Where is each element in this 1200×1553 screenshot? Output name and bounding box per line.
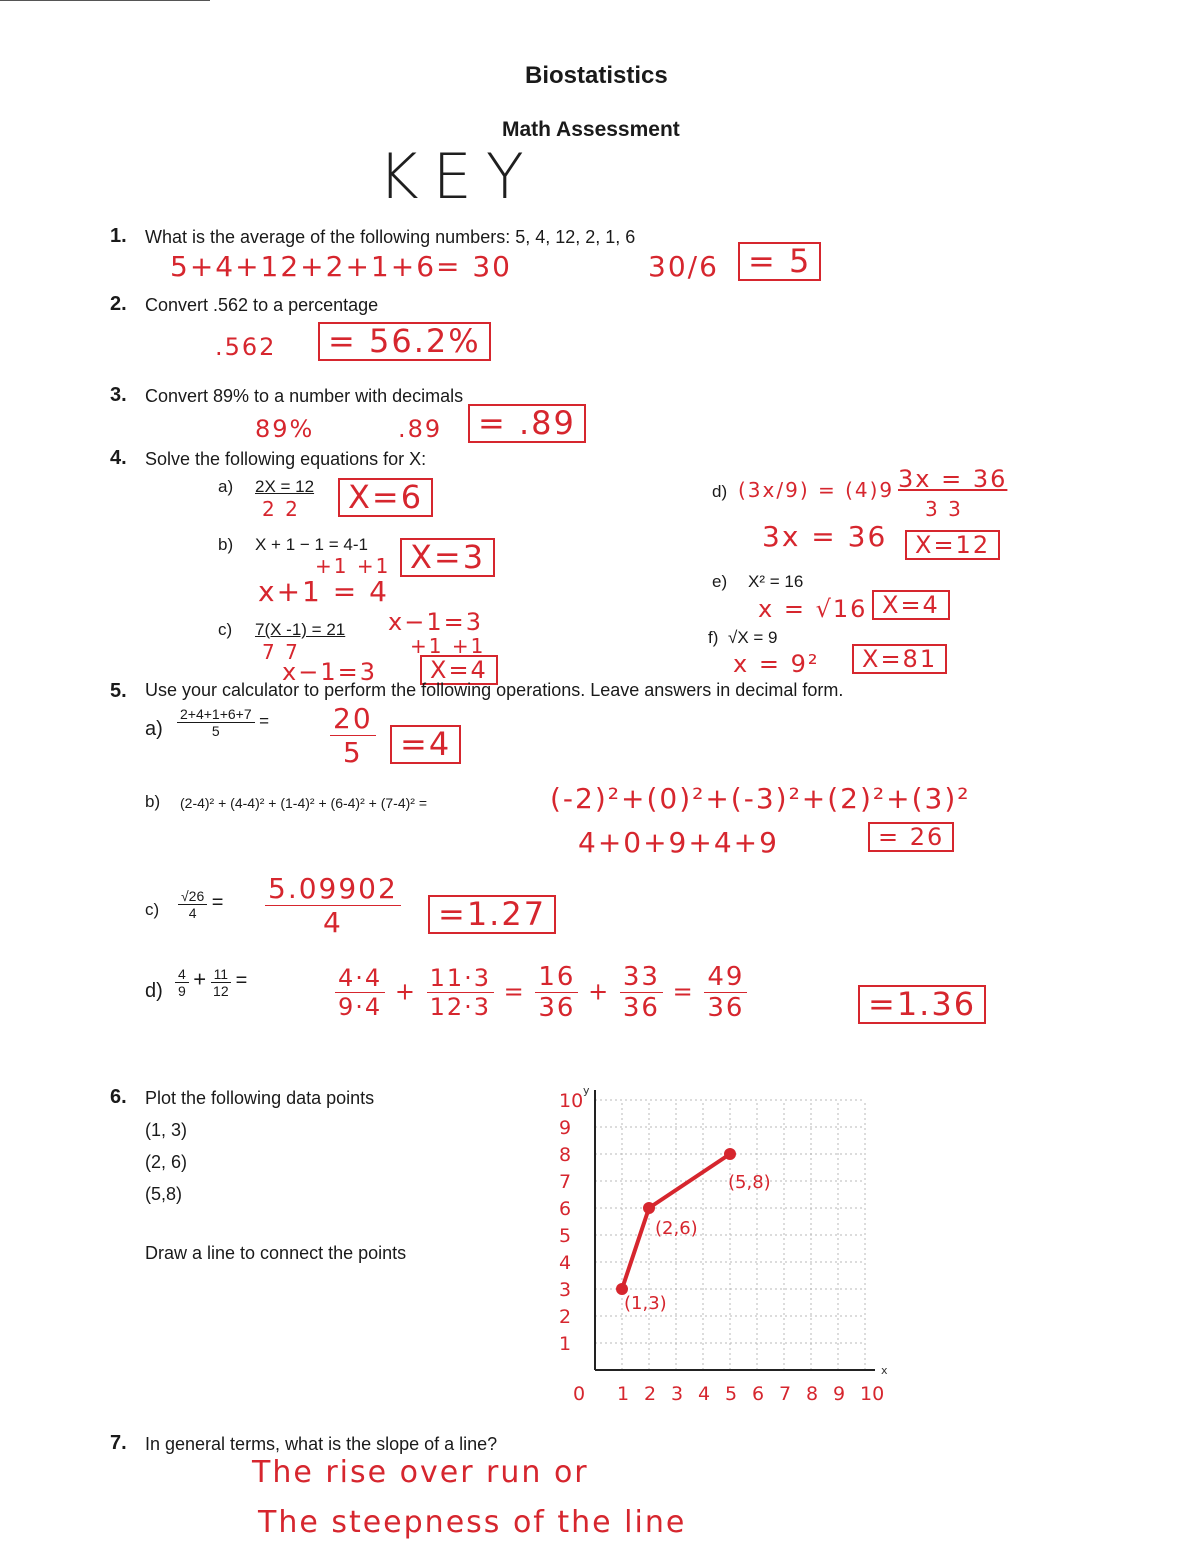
q4e-work: x = √16: [758, 595, 868, 623]
q3-number: 3.: [110, 384, 127, 406]
x-tick-label: 2: [644, 1383, 657, 1405]
q5c-denominator: 4: [188, 905, 197, 921]
q4f-label: f): [708, 628, 719, 647]
q4a-label: a): [218, 477, 234, 496]
q5d-w1n: 4·4: [335, 964, 385, 993]
x-tick-label: 4: [698, 1383, 711, 1405]
q5c-work: [265, 872, 401, 939]
q5d-w4n: 33: [620, 962, 663, 993]
y-tick-label: 8: [559, 1144, 572, 1166]
q2-answer: = 56.2%: [318, 322, 491, 361]
q7-answer-1: The rise over run or: [252, 1455, 589, 1490]
x-tick-label: 10: [860, 1383, 885, 1405]
page-subtitle: Math Assessment: [502, 118, 680, 141]
q4a-equation: 2X = 12: [255, 477, 315, 496]
q4f-answer: X=81: [852, 644, 947, 674]
data-point-label: (1,3): [624, 1293, 667, 1314]
q4d-work2: 3x = 36: [898, 465, 1008, 493]
q4c-work2: x−1=3: [388, 608, 483, 636]
q6-point-1: (1, 3): [145, 1120, 188, 1140]
y-tick-label: 9: [559, 1117, 572, 1139]
q1-answer: = 5: [738, 242, 821, 281]
q5a-work-num: 20: [330, 702, 376, 736]
q5a-fraction: [177, 706, 269, 739]
y-axis-label: y: [583, 1084, 590, 1097]
q5d-w3n: 16: [535, 962, 578, 993]
q5d-plus: +: [193, 966, 207, 992]
q6-instruction: Draw a line to connect the points: [145, 1243, 407, 1263]
q4a-work: 2 2: [262, 497, 300, 521]
data-point: [724, 1148, 736, 1160]
q2-text: Convert .562 to a percentage: [145, 295, 379, 315]
q4f-work: x = 9²: [733, 650, 820, 678]
y-tick-label: 4: [559, 1252, 572, 1274]
q5b-label: b): [145, 792, 161, 811]
q4-text: Solve the following equations for X:: [145, 449, 427, 469]
q5c-equals: =: [211, 891, 224, 914]
x-tick-label: 7: [779, 1383, 792, 1405]
y-tick-label: 1: [559, 1333, 572, 1355]
q4d-label: d): [712, 482, 728, 501]
q4c-equation: 7(X -1) = 21: [255, 620, 346, 639]
q4a-answer: X=6: [338, 478, 433, 517]
q4d-answer: X=12: [905, 530, 1000, 560]
q5d-w5d: 36: [707, 993, 745, 1023]
q5a-answer: =4: [390, 725, 461, 764]
q5d-w3d: 36: [538, 993, 576, 1023]
q3-work2: .89: [398, 415, 443, 443]
q5b-expression: (2-4)² + (4-4)² + (1-4)² + (6-4)² + (7-4)² =: [180, 795, 427, 811]
q6-plot: [545, 1084, 888, 1415]
q7-number: 7.: [110, 1432, 127, 1454]
q4c-work3: +1 +1: [410, 634, 486, 658]
q5d-n2: 11: [211, 966, 232, 983]
data-point-label: (5,8): [728, 1172, 771, 1193]
q5a-work-den: 5: [342, 736, 363, 769]
q6-point-3: (5,8): [145, 1184, 183, 1204]
q3-answer: = .89: [468, 404, 586, 443]
q5a-equals: =: [259, 711, 270, 731]
q1-work2: 30/6: [648, 250, 719, 283]
q5d-w4d: 36: [622, 993, 660, 1023]
q4c-label: c): [218, 620, 233, 639]
scan-top-rule: [0, 0, 210, 1]
q4e-label: e): [712, 572, 728, 591]
q5b-work2: 4+0+9+4+9: [578, 826, 779, 859]
data-point-label: (2,6): [655, 1218, 698, 1239]
q2-work: .562: [215, 333, 277, 361]
q5a-denominator: 5: [211, 723, 220, 739]
x-tick-label: 5: [725, 1383, 738, 1405]
q5-text: Use your calculator to perform the following operations. Leave answers in decimal form.: [145, 680, 844, 700]
q5b-answer: = 26: [868, 822, 954, 852]
q5d-equals: =: [235, 969, 248, 992]
q4b-equation: X + 1 − 1 = 4-1: [255, 535, 368, 554]
q1-work: 5+4+12+2+1+6= 30: [170, 250, 512, 283]
q4e-answer: X=4: [872, 590, 950, 620]
q4c-work: 7 7: [262, 640, 300, 664]
q6-point-2: (2, 6): [145, 1152, 188, 1172]
q5d-answer: =1.36: [858, 985, 986, 1024]
q5d-label: d): [145, 980, 163, 1002]
x-tick-label: 1: [617, 1383, 630, 1405]
q5d-w2d: 12·3: [429, 993, 491, 1021]
q4b-answer: X=3: [400, 538, 495, 577]
q5c-work-den: 4: [322, 906, 343, 939]
q5c-fraction: [178, 888, 223, 921]
q6-number: 6.: [110, 1086, 127, 1108]
q4b-work2: x+1 = 4: [258, 575, 389, 608]
q4d-equation: (3x/9) = (4)9: [738, 478, 895, 502]
y-tick-label: 3: [559, 1279, 572, 1301]
y-tick-label: 5: [559, 1225, 572, 1247]
y-tick-label: 10: [559, 1090, 584, 1112]
q4d-work3: 3 3: [925, 497, 963, 521]
q4e-equation: X² = 16: [748, 572, 804, 591]
x-tick-label: 9: [833, 1383, 846, 1405]
q4d-work: 3x = 36: [762, 520, 888, 553]
q4c-work4: x−1=3: [282, 658, 377, 686]
q5c-work-num: 5.09902: [265, 872, 401, 906]
q5-number: 5.: [110, 680, 127, 702]
y-tick-label: 7: [559, 1171, 572, 1193]
q5d-fractions: [175, 966, 247, 999]
q3-text: Convert 89% to a number with decimals: [145, 386, 464, 406]
q2-number: 2.: [110, 293, 127, 315]
q6-text: Plot the following data points: [145, 1088, 375, 1108]
q1-text: What is the average of the following numbers: 5, 4, 12, 2, 1, 6: [145, 227, 636, 247]
q5d-d1: 9: [178, 983, 186, 999]
y-tick-label: 2: [559, 1306, 572, 1328]
q7-text: In general terms, what is the slope of a line?: [145, 1434, 498, 1454]
q5d-w1d: 9·4: [338, 993, 383, 1021]
q7-answer-2: The steepness of the line: [258, 1505, 687, 1540]
q4f-equation: √X = 9: [728, 628, 778, 647]
q4b-label: b): [218, 535, 234, 554]
q5c-numerator: √26: [178, 888, 207, 905]
q5a-label: a): [145, 718, 163, 740]
q4-number: 4.: [110, 447, 127, 469]
data-point: [643, 1202, 655, 1214]
y-tick-label: 6: [559, 1198, 572, 1220]
x-axis-label: x: [881, 1364, 888, 1377]
q4c-answer: X=4: [420, 655, 498, 685]
q3-work: 89%: [255, 415, 315, 443]
q5d-d2: 12: [213, 983, 229, 999]
q5a-work: [330, 702, 376, 769]
q1-number: 1.: [110, 225, 127, 247]
q5b-work: (-2)²+(0)²+(-3)²+(2)²+(3)²: [550, 782, 971, 815]
x-tick-label: 3: [671, 1383, 684, 1405]
x-tick-label: 6: [752, 1383, 765, 1405]
q5d-w5n: 49: [704, 962, 747, 993]
q5c-answer: =1.27: [428, 895, 556, 934]
q5c-label: c): [145, 900, 160, 919]
x-tick-label: 8: [806, 1383, 819, 1405]
q4b-work: +1 +1: [315, 554, 391, 578]
x-tick-label: 0: [573, 1383, 586, 1405]
q5d-n1: 4: [175, 966, 189, 983]
page-title: Biostatistics: [525, 62, 668, 89]
key-mark: KEY: [378, 140, 538, 213]
q5d-w2n: 11·3: [427, 964, 494, 993]
q5a-numerator: 2+4+1+6+7: [177, 706, 255, 723]
q5d-work: $\frac{4\cdot 4}{9\cdot 4}$ + $\frac{11\cdot 3}{12\cdot 3}$ = $\frac{16}{36}$ + $\frac{33}{36}$ = $\frac{49}{36}$: [335, 962, 747, 1023]
